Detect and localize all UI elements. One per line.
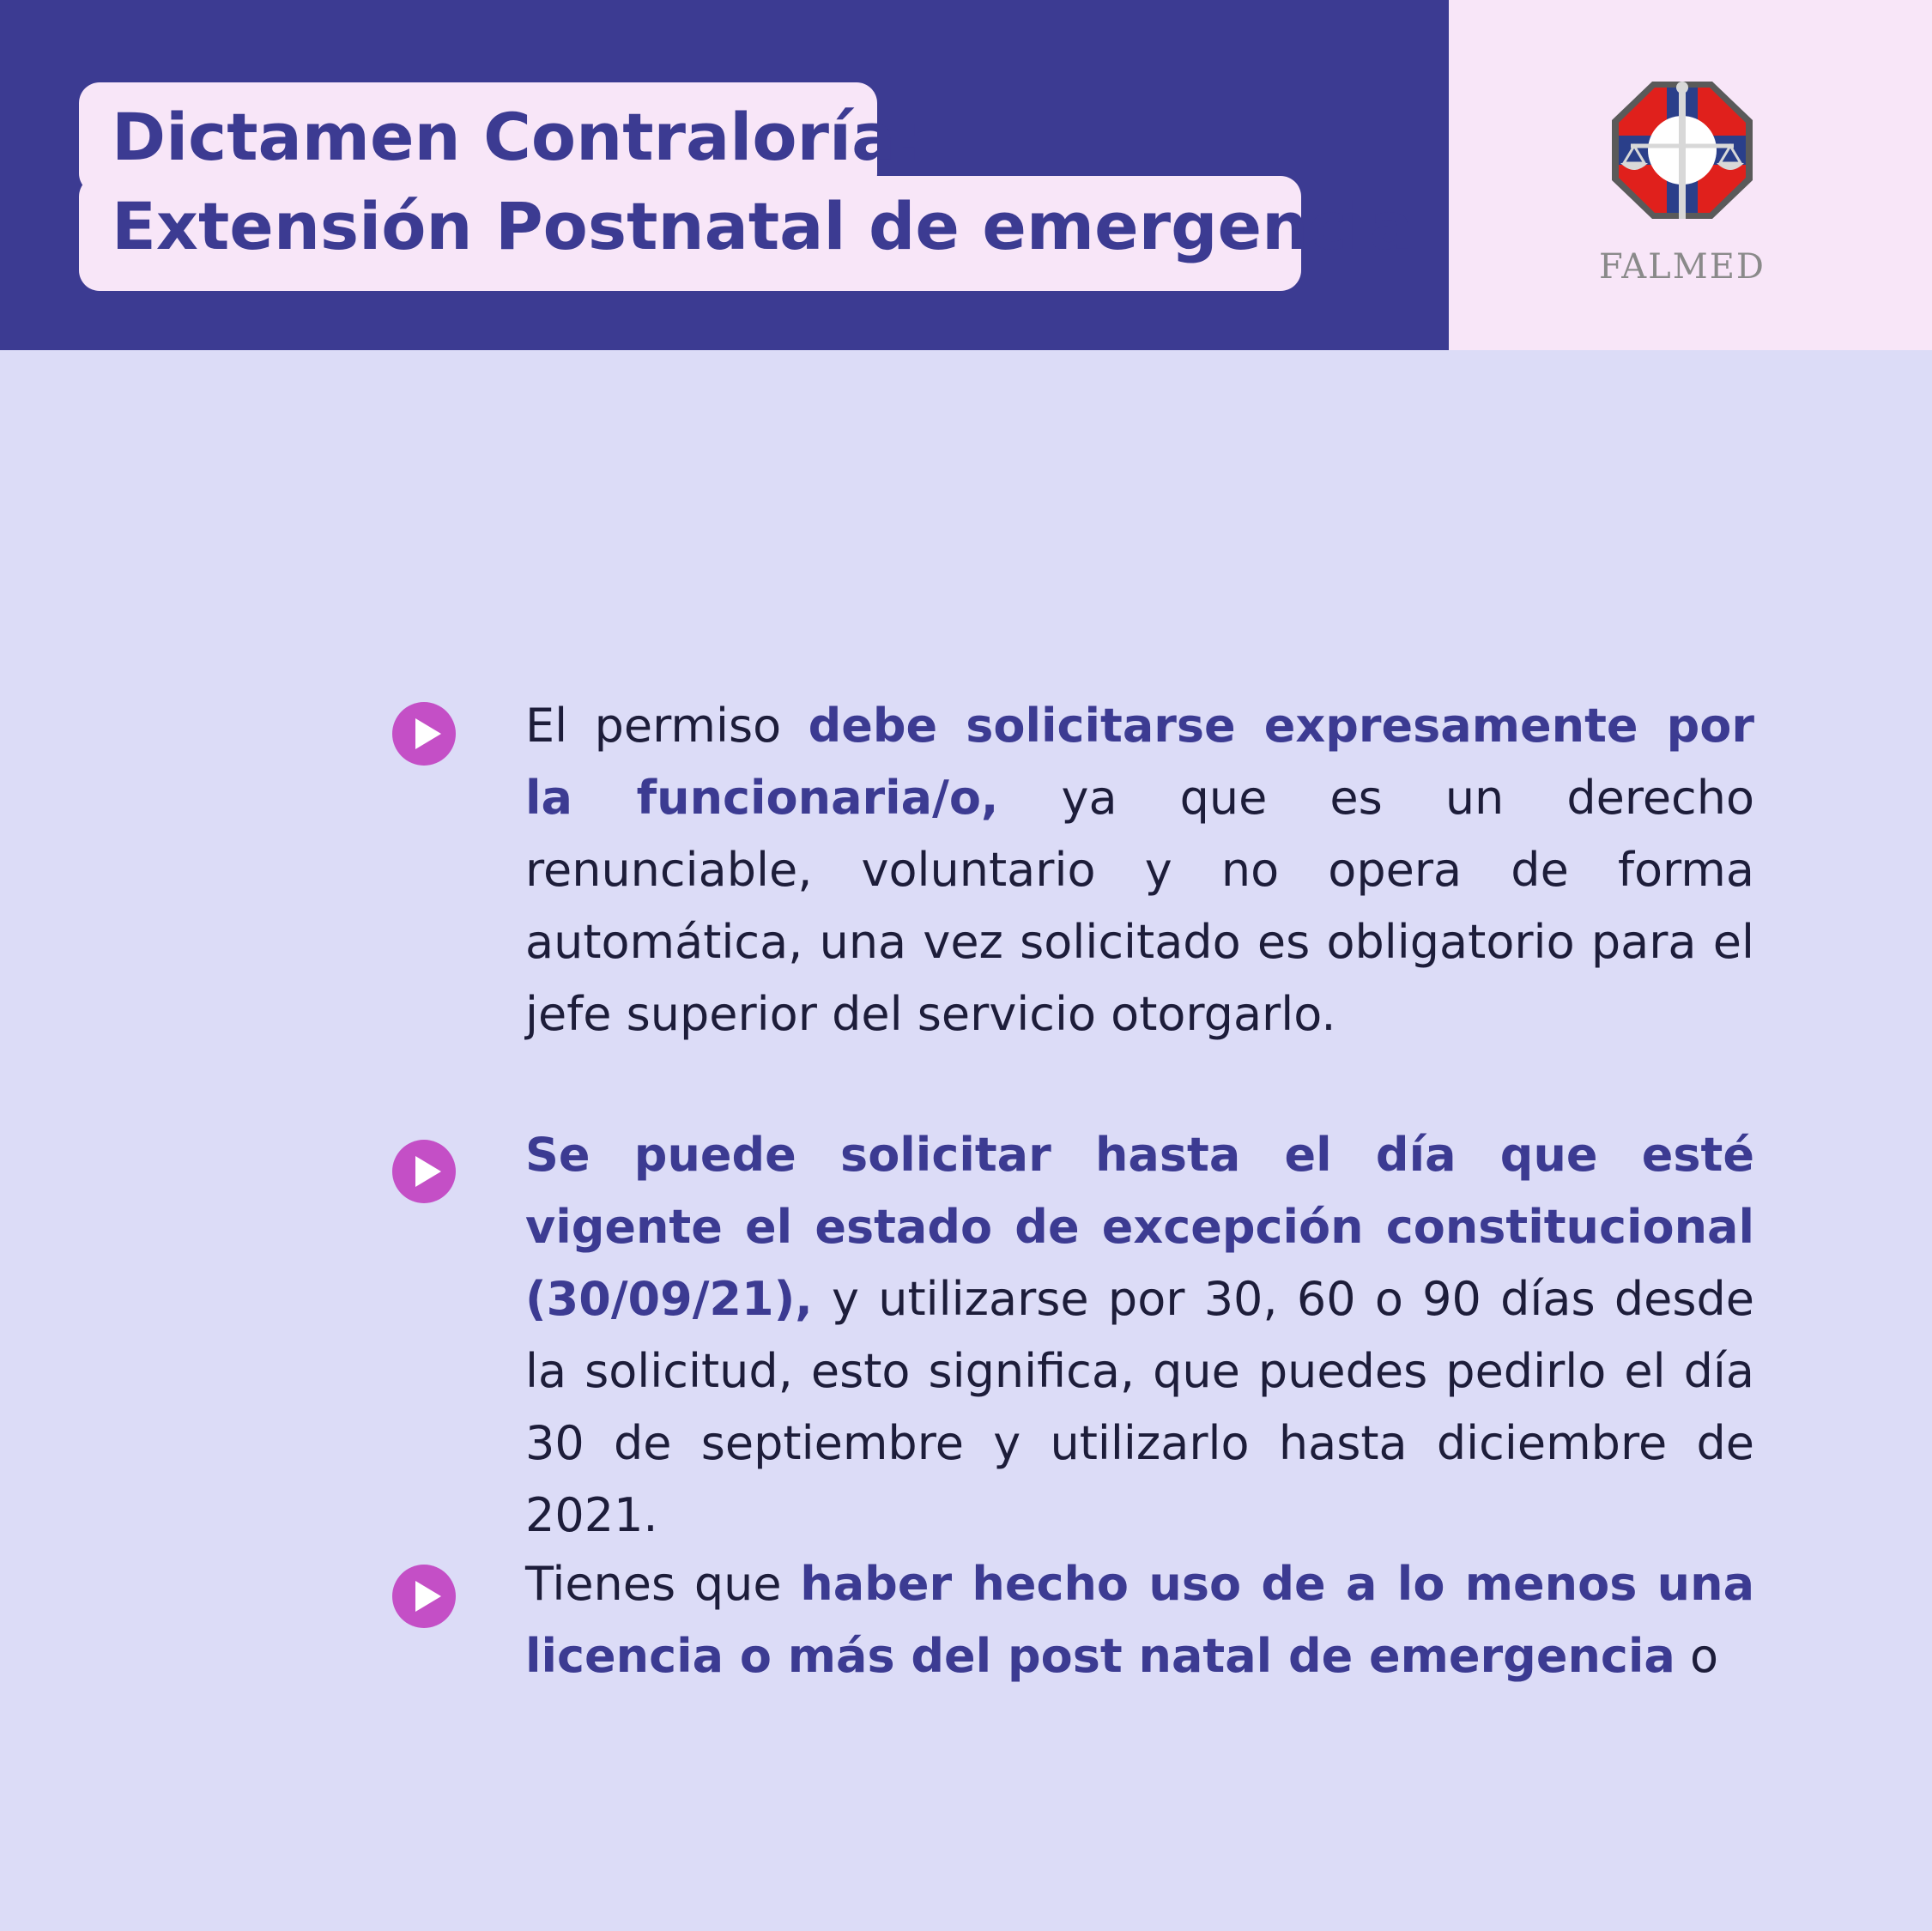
bullet-1-emphasis: debe solicitarse expresamente por la funcionaria/o, [525, 699, 1754, 825]
bullet-3-text-start: Tienes que [525, 1557, 801, 1611]
bullet-1-text-start: El permiso [525, 699, 809, 753]
play-bullet-icon [391, 1564, 457, 1629]
bullet-paragraph-3 [525, 1548, 1754, 1692]
title-line1: Dictamen Contraloría: [112, 99, 922, 175]
bullet-3-text-end: o [1675, 1629, 1719, 1683]
page-title [112, 93, 1414, 271]
title-line2: Extensión Postnatal de emergencia [112, 188, 1414, 264]
play-bullet-icon [391, 1139, 457, 1204]
bullet-2-emphasis: Se puede solicitar hasta el día que esté vigente el estado de excepción constitucional (30/09/21), [525, 1128, 1754, 1326]
bullet-paragraph-2 [525, 1119, 1754, 1552]
play-bullet-icon [391, 701, 457, 766]
bullet-1-text-end: ya que es un derecho renunciable, voluntario y no opera de forma automática, una vez solicitado es obligatorio para el jefe superior del servicio otorgarlo. [525, 771, 1755, 1041]
bullet-2-text-end: y utilizarse por 30, 60 o 90 días desde la solicitud, esto significa, que puedes pedirlo el día 30 de septiembre y utilizarlo hasta diciembre de 2021. [525, 1272, 1754, 1542]
bullet-paragraph-1 [525, 690, 1754, 1050]
logo-text: FALMED [1599, 247, 1765, 287]
falmed-logo-icon [1605, 77, 1759, 223]
bullet-3-emphasis: haber hecho uso de a lo menos una licencia o más del post natal de emergencia [525, 1557, 1755, 1683]
